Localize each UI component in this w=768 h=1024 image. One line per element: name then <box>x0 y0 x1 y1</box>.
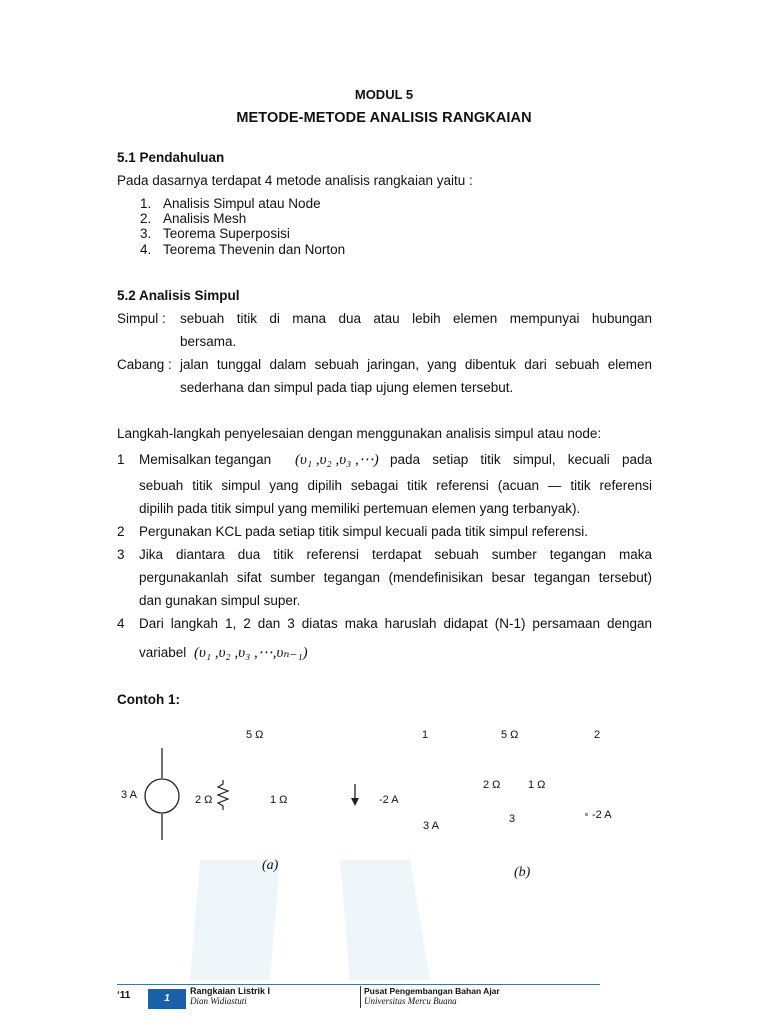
source-label: -2 A <box>592 809 612 821</box>
figure-caption: (b) <box>514 865 531 880</box>
definition-text: sebuah titik di mana dua atau lebih elemen mempunyai hubungan <box>180 311 652 326</box>
step-text: Pergunakan KCL pada setiap titik simpul kecuali pada titik simpul referensi. <box>139 524 588 539</box>
resistor-label: 1 Ω <box>528 779 546 791</box>
step-number: 3 <box>117 547 125 562</box>
footer-year: ‘11 <box>117 990 131 1001</box>
module-number: MODUL 5 <box>354 87 414 102</box>
voltage-variables: (υ₁ ,υ₂ ,υ₃ ,⋯) <box>295 452 379 468</box>
step-text: dipilih pada titik simpul yang memiliki pertemuan elemen yang terbanyak). <box>139 501 581 516</box>
definition-text: bersama. <box>180 334 237 349</box>
source-label: 3 A <box>423 820 439 832</box>
steps-intro: Langkah-langkah penyelesaian dengan menggunakan analisis simpul atau node: <box>117 426 602 441</box>
list-item: 2. Analisis Mesh <box>140 211 247 226</box>
arrow-head-icon <box>351 798 359 806</box>
voltage-variables: (υ₁ ,υ₂ ,υ₃ ,⋯,υₙ₋₁) <box>194 645 308 661</box>
definition-text: sederhana dan simpul pada tiap ujung elemen tersebut. <box>180 380 514 395</box>
current-source-icon <box>145 779 179 813</box>
dot <box>585 813 588 816</box>
resistor-label: 5 Ω <box>501 729 519 741</box>
step-number: 2 <box>117 524 125 539</box>
example-heading: Contoh 1: <box>117 692 180 707</box>
node-label: 3 <box>509 813 516 825</box>
step-number: 4 <box>117 616 125 631</box>
figure-caption: (a) <box>262 858 279 873</box>
step-text: Jika diantara dua titik referensi terdapat sebuah sumber tegangan maka <box>139 547 652 562</box>
step-text: variabel <box>139 645 187 660</box>
step-text: sebuah titik simpul yang dipilih sebagai titik referensi (acuan — titik referensi <box>139 478 652 493</box>
step-number: 1 <box>117 452 125 467</box>
watermark-graphic <box>0 840 768 980</box>
footer-separator <box>360 986 361 1008</box>
footer-course: Rangkaian Listrik I <box>190 986 271 996</box>
list-item: 4. Teorema Thevenin dan Norton <box>140 242 346 257</box>
definition-term: Simpul : <box>117 311 166 326</box>
step-text: Memisalkan tegangan <box>139 452 272 467</box>
section-heading-analisis-simpul: 5.2 Analisis Simpul <box>117 288 240 303</box>
resistor-icon <box>218 780 228 810</box>
node-label: 2 <box>594 729 601 741</box>
step-text: dan gunakan simpul super. <box>139 593 301 608</box>
page-number: 1 <box>148 989 186 1009</box>
resistor-label: 1 Ω <box>270 794 288 806</box>
page-title: METODE-METODE ANALISIS RANGKAIAN <box>236 110 532 126</box>
step-text: pergunakanlah sifat sumber tegangan (mendefinisikan besar tegangan tersebut) <box>139 570 652 585</box>
definition-term: Cabang : <box>117 357 172 372</box>
section-heading-pendahuluan: 5.1 Pendahuluan <box>117 150 225 165</box>
step-text: pada setiap titik simpul, kecuali pada <box>390 452 652 467</box>
node-label: 1 <box>422 729 429 741</box>
resistor-label: 2 Ω <box>483 779 501 791</box>
list-item: 3. Teorema Superposisi <box>140 226 290 241</box>
source-label: -2 A <box>379 794 399 806</box>
footer-author: Dian Widiastuti <box>190 996 247 1006</box>
circuit-diagram-a <box>110 740 370 850</box>
definition-text: jalan tunggal dalam sebuah jaringan, yang dibentuk dari sebuah elemen <box>180 357 652 372</box>
list-item: 1. Analisis Simpul atau Node <box>140 196 321 211</box>
source-label: 3 A <box>121 789 137 801</box>
footer-divider <box>117 984 600 985</box>
footer-university: Universitas Mercu Buana <box>364 996 457 1006</box>
step-text: Dari langkah 1, 2 dan 3 diatas maka haruslah didapat (N-1) persamaan dengan <box>139 616 652 631</box>
resistor-label: 5 Ω <box>246 729 264 741</box>
intro-text: Pada dasarnya terdapat 4 metode analisis rangkaian yaitu : <box>117 173 473 188</box>
footer-center: Pusat Pengembangan Bahan Ajar <box>364 986 500 996</box>
resistor-label: 2 Ω <box>195 794 213 806</box>
